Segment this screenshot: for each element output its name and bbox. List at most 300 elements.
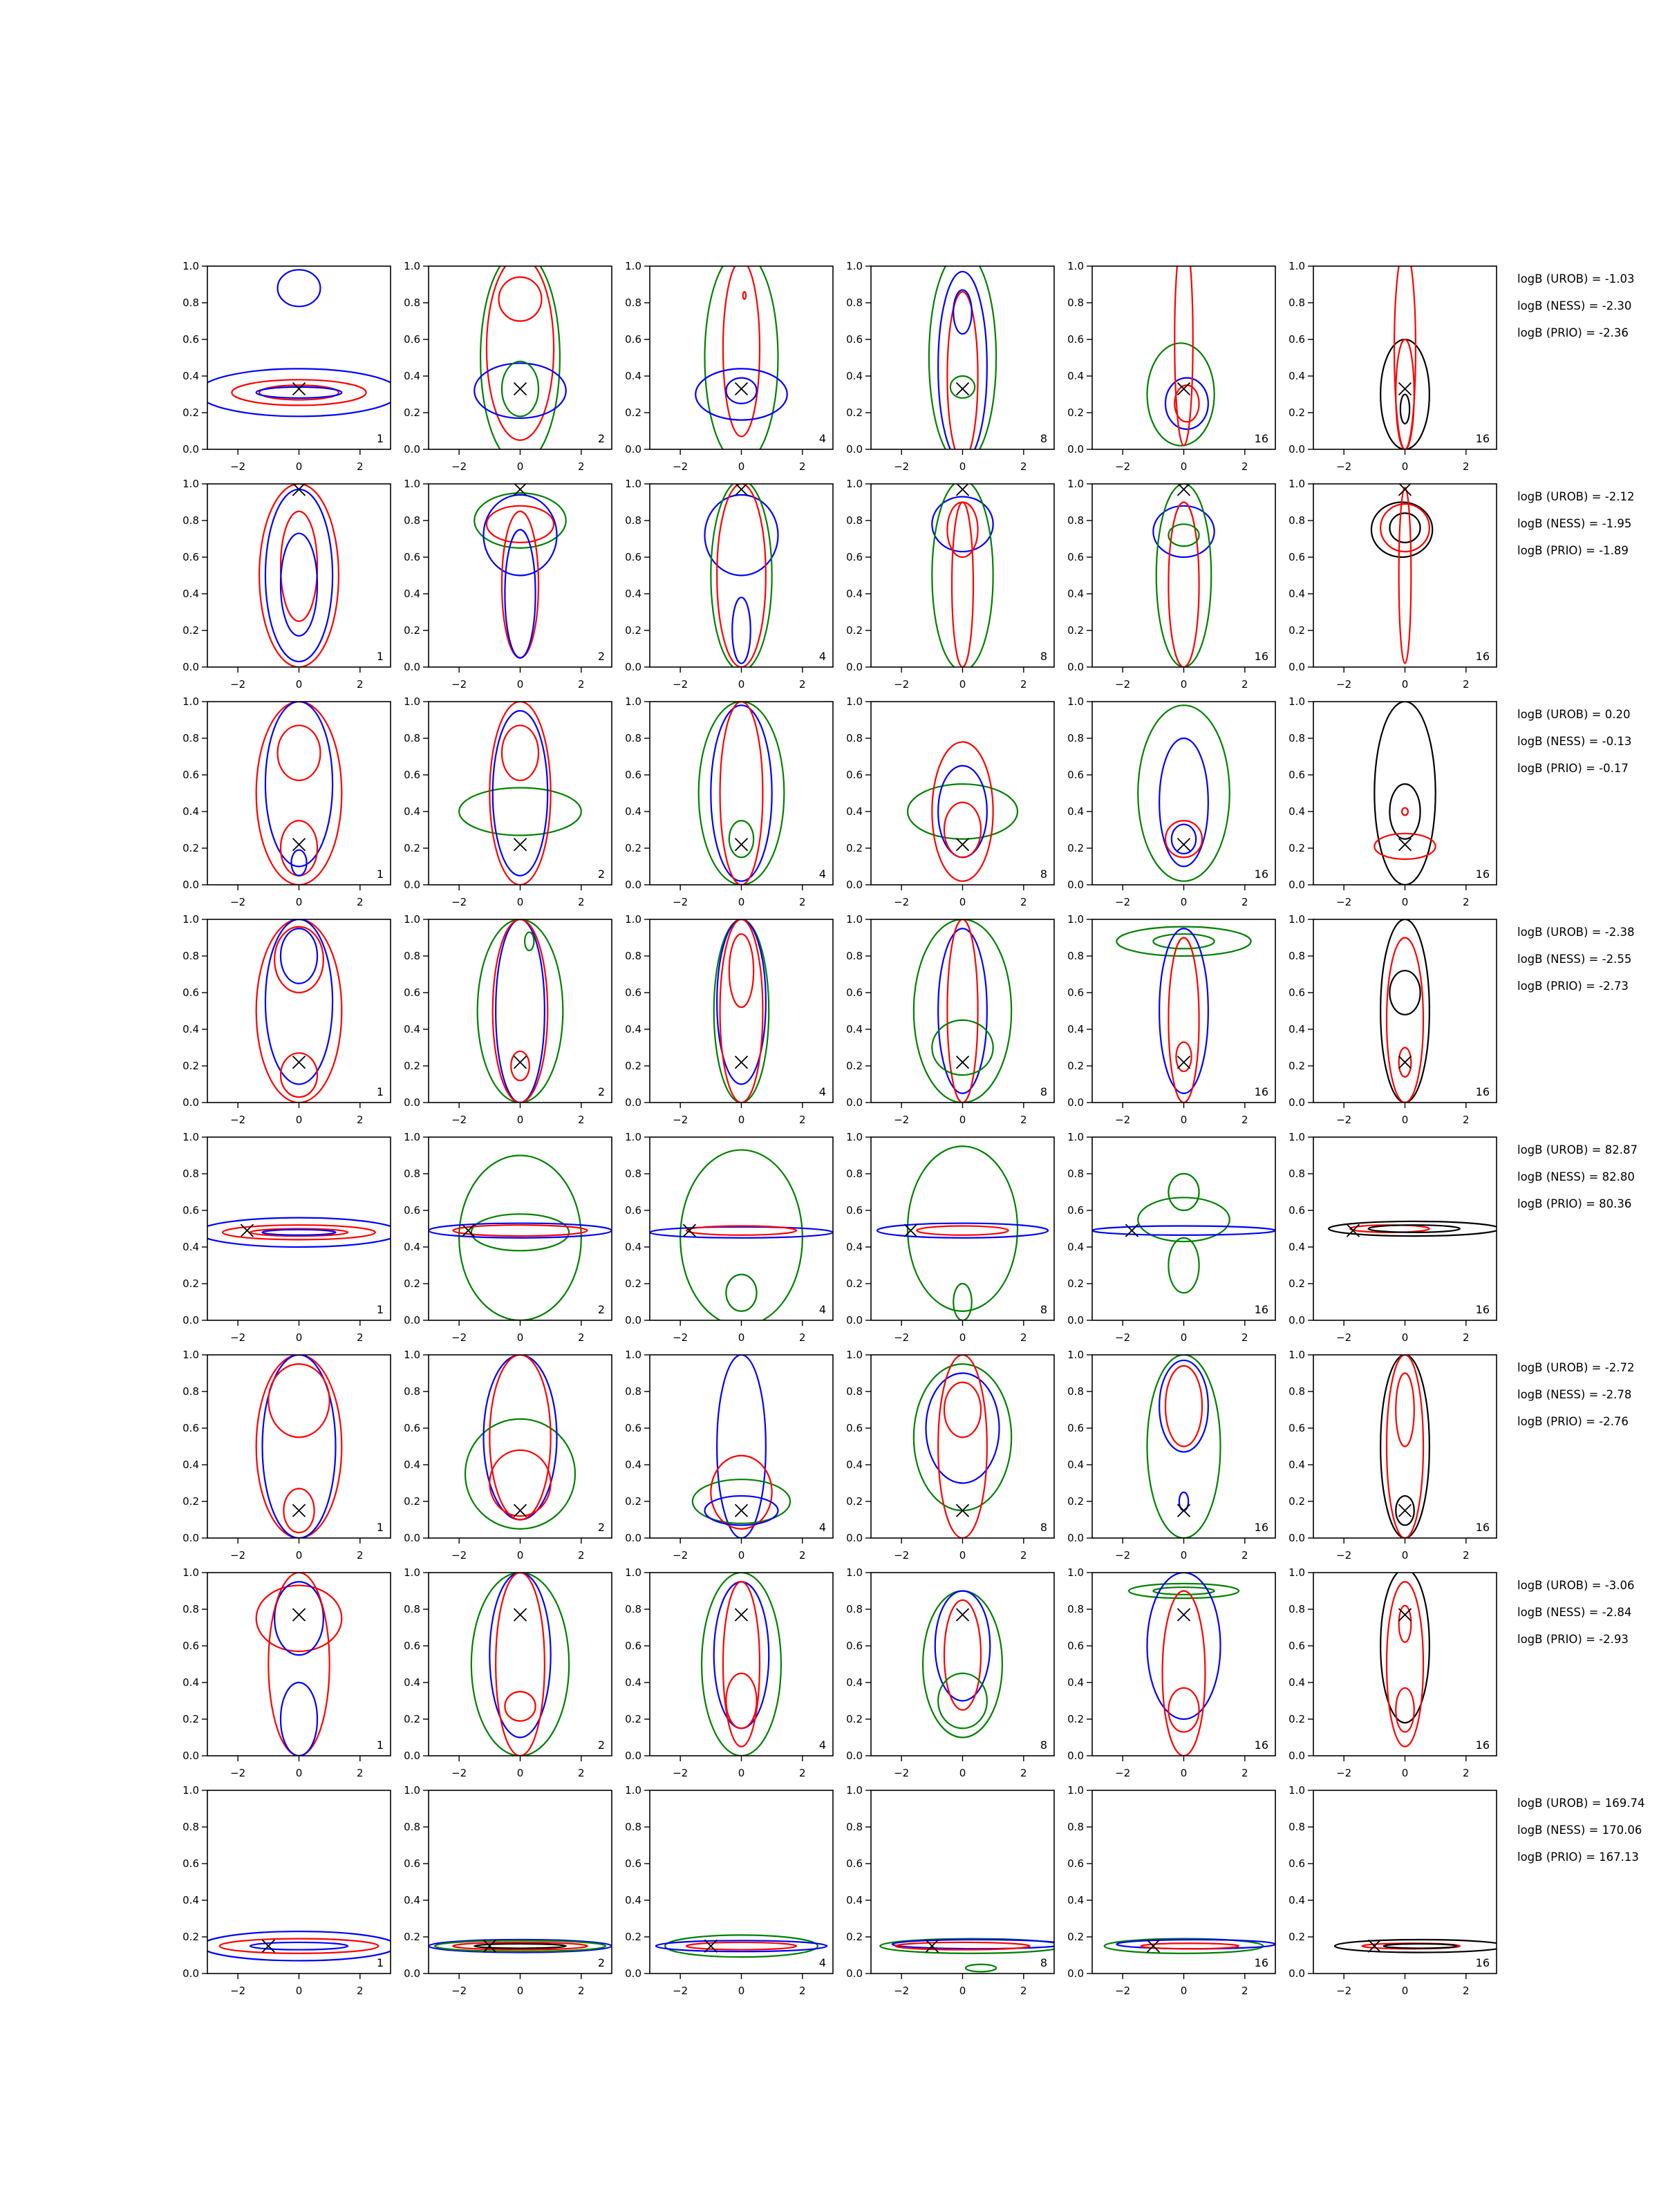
panel-label: 16	[1254, 1085, 1268, 1098]
contour-line	[1374, 702, 1435, 885]
y-tick-label: 0.4	[1067, 1676, 1084, 1689]
x-tick-label: 2	[799, 1767, 806, 1779]
y-tick-label: 0.6	[1067, 986, 1084, 999]
x-tick-label: −2	[230, 1985, 246, 1997]
y-tick-label: 0.2	[182, 1060, 199, 1072]
truth-marker	[926, 1940, 938, 1952]
y-tick-label: 1.0	[1288, 1784, 1305, 1797]
contour-line	[1400, 395, 1409, 424]
contour-line	[1396, 1688, 1414, 1732]
x-tick-label: −2	[1336, 896, 1352, 908]
x-tick-label: −2	[673, 678, 688, 691]
y-tick-label: 0.8	[625, 732, 641, 744]
subplot-panel	[182, 478, 391, 691]
panel-label: 8	[1040, 1956, 1047, 1969]
y-tick-label: 0.6	[1067, 1204, 1084, 1217]
x-tick-label: −2	[1336, 678, 1352, 691]
y-tick-label: 0.2	[1067, 406, 1084, 419]
contour-group	[1147, 233, 1215, 445]
subplot-panel	[1288, 248, 1497, 474]
y-tick-label: 0.0	[625, 879, 641, 891]
contour-line	[892, 1940, 1063, 1949]
truth-marker	[735, 483, 748, 496]
y-tick-label: 0.8	[1067, 514, 1084, 527]
panel-label: 16	[1254, 1956, 1268, 1969]
contour-line	[1402, 808, 1408, 816]
plot-frame	[1313, 484, 1497, 667]
panel-label: 1	[376, 1085, 384, 1098]
y-tick-label: 0.4	[404, 1894, 420, 1906]
subplot-panel	[625, 913, 833, 1126]
plot-frame	[1092, 1573, 1275, 1756]
y-tick-label: 1.0	[404, 913, 420, 926]
logb-annotation: logB (UROB) = 82.87	[1517, 1143, 1638, 1156]
x-tick-label: −2	[451, 1331, 467, 1344]
panel-label: 16	[1475, 1956, 1490, 1969]
x-tick-label: 0	[738, 1767, 745, 1779]
truth-marker	[514, 1609, 527, 1621]
x-tick-label: −2	[451, 1985, 467, 1997]
x-tick-label: −2	[673, 1549, 688, 1562]
x-tick-label: −2	[1336, 1331, 1352, 1344]
truth-marker	[262, 1940, 274, 1952]
subplot-panel	[182, 913, 391, 1126]
contour-line	[743, 292, 746, 299]
y-tick-label: 0.4	[846, 1459, 863, 1471]
contour-line	[732, 597, 751, 663]
y-tick-label: 1.0	[182, 1131, 199, 1143]
y-tick-label: 1.0	[404, 260, 420, 272]
plot-frame	[650, 266, 833, 449]
x-tick-label: 2	[1463, 460, 1470, 473]
plot-frame	[871, 266, 1054, 449]
subplot-panel	[182, 1131, 400, 1344]
truth-marker	[735, 1504, 748, 1517]
logb-annotation: logB (UROB) = 169.74	[1517, 1797, 1645, 1810]
contour-group	[465, 1355, 575, 1529]
panel-label: 16	[1254, 1303, 1268, 1316]
y-tick-label: 1.0	[1067, 1566, 1084, 1579]
y-tick-label: 0.2	[404, 1495, 420, 1508]
contour-line	[966, 1965, 996, 1972]
y-tick-label: 0.0	[1067, 1750, 1084, 1762]
y-tick-label: 0.0	[404, 879, 420, 891]
x-tick-label: −2	[1115, 896, 1131, 908]
x-tick-label: 0	[959, 1767, 966, 1779]
y-tick-label: 0.8	[182, 950, 199, 962]
contour-line	[429, 1940, 612, 1953]
contour-line	[729, 934, 753, 1007]
x-tick-label: 0	[1180, 1767, 1188, 1779]
x-tick-label: 2	[357, 1114, 364, 1126]
subplot-panel	[1067, 1131, 1275, 1344]
y-tick-label: 0.6	[1288, 333, 1305, 346]
y-tick-label: 0.8	[1067, 1385, 1084, 1398]
contour-line	[265, 702, 332, 867]
x-tick-label: 0	[1180, 1331, 1188, 1344]
subplot-panel	[1288, 1566, 1497, 1779]
subplot-panel	[1288, 1784, 1506, 1997]
panel-label: 1	[376, 1956, 384, 1969]
y-tick-label: 0.8	[625, 950, 641, 962]
contour-group	[699, 702, 785, 885]
panel-label: 16	[1254, 432, 1268, 445]
y-tick-label: 0.8	[1067, 950, 1084, 962]
contour-line	[459, 788, 581, 836]
contour-line	[908, 784, 1018, 839]
y-tick-label: 0.0	[846, 1096, 863, 1109]
x-tick-label: 2	[1241, 896, 1248, 908]
y-tick-label: 0.6	[182, 986, 199, 999]
x-tick-label: 2	[799, 1114, 806, 1126]
logb-annotation: logB (PRIO) = 167.13	[1517, 1850, 1639, 1864]
y-tick-label: 1.0	[846, 1566, 863, 1579]
y-tick-label: 0.2	[846, 1931, 863, 1943]
contour-line	[1159, 928, 1208, 1094]
panel-label: 4	[818, 650, 826, 663]
x-tick-label: 2	[799, 896, 806, 908]
contour-group	[932, 480, 993, 671]
y-tick-label: 0.6	[846, 986, 863, 999]
panel-label: 2	[597, 1521, 605, 1534]
y-tick-label: 1.0	[625, 260, 641, 272]
x-tick-label: 0	[738, 896, 745, 908]
x-tick-label: 0	[959, 678, 966, 691]
y-tick-label: 0.0	[1288, 879, 1305, 891]
y-tick-label: 0.4	[625, 1894, 641, 1906]
truth-marker	[293, 1504, 306, 1517]
y-tick-label: 0.2	[404, 406, 420, 419]
panel-label: 2	[597, 1738, 605, 1752]
x-tick-label: 2	[799, 1549, 806, 1562]
panel-label: 16	[1475, 1521, 1490, 1534]
contour-group	[201, 1931, 397, 1960]
y-tick-label: 1.0	[846, 1131, 863, 1143]
y-tick-label: 0.6	[404, 1640, 420, 1652]
contour-line	[1159, 1360, 1208, 1452]
y-tick-label: 0.8	[1288, 1385, 1305, 1398]
y-tick-label: 0.6	[1067, 1640, 1084, 1652]
y-tick-label: 0.0	[846, 1532, 863, 1544]
y-tick-label: 0.4	[846, 805, 863, 818]
y-tick-label: 0.0	[182, 1314, 199, 1327]
subplot-panel	[404, 695, 612, 908]
y-tick-label: 0.0	[182, 661, 199, 673]
x-tick-label: 2	[1463, 1549, 1470, 1562]
y-tick-label: 0.8	[625, 297, 641, 309]
x-tick-label: −2	[1336, 1114, 1352, 1126]
y-tick-label: 0.2	[625, 624, 641, 637]
y-tick-label: 0.0	[625, 1750, 641, 1762]
contour-group	[877, 1146, 1048, 1320]
contour-line	[1335, 1940, 1506, 1953]
y-tick-label: 1.0	[625, 1349, 641, 1361]
plot-frame	[1313, 919, 1497, 1103]
y-tick-label: 1.0	[1288, 913, 1305, 926]
subplot-panel	[625, 1131, 833, 1344]
x-tick-label: 2	[1463, 896, 1470, 908]
x-tick-label: 2	[799, 1985, 806, 1997]
truth-marker	[904, 1224, 917, 1237]
y-tick-label: 1.0	[1067, 1131, 1084, 1143]
contour-group	[1329, 1221, 1499, 1237]
truth-marker	[735, 383, 748, 395]
y-tick-label: 1.0	[182, 1349, 199, 1361]
logb-annotation: logB (PRIO) = -1.89	[1517, 544, 1629, 557]
panel-label: 2	[597, 1956, 605, 1969]
contour-group	[695, 252, 787, 464]
y-tick-label: 0.0	[404, 1532, 420, 1544]
contour-line	[511, 1051, 529, 1080]
truth-marker	[483, 1940, 496, 1952]
contour-line	[281, 821, 317, 876]
y-tick-label: 0.4	[846, 1676, 863, 1689]
y-tick-label: 1.0	[404, 1349, 420, 1361]
plot-frame	[871, 484, 1054, 667]
x-tick-label: 0	[738, 1331, 745, 1344]
contour-line	[291, 850, 306, 876]
x-tick-label: 0	[295, 1549, 303, 1562]
contour-group	[429, 1940, 612, 1953]
y-tick-label: 0.0	[1288, 1750, 1305, 1762]
x-tick-label: 2	[799, 1331, 806, 1344]
contour-line	[1163, 1591, 1206, 1756]
subplot-panel	[404, 1784, 612, 1997]
y-tick-label: 0.6	[625, 1422, 641, 1434]
y-tick-label: 0.8	[1288, 732, 1305, 744]
y-tick-label: 0.0	[182, 879, 199, 891]
contour-line	[220, 1939, 379, 1953]
y-tick-label: 1.0	[404, 695, 420, 708]
x-tick-label: 0	[738, 1549, 745, 1562]
y-tick-label: 0.6	[846, 1204, 863, 1217]
contour-group	[459, 702, 581, 885]
y-tick-label: 1.0	[846, 695, 863, 708]
contour-line	[256, 919, 342, 1103]
y-tick-label: 0.8	[1288, 514, 1305, 527]
y-tick-label: 0.6	[182, 769, 199, 781]
panel-label: 16	[1475, 432, 1490, 445]
y-tick-label: 0.2	[182, 1277, 199, 1290]
y-tick-label: 1.0	[1067, 913, 1084, 926]
x-tick-label: 0	[1401, 678, 1409, 691]
x-tick-label: 2	[1020, 1114, 1027, 1126]
panel-label: 16	[1475, 1303, 1490, 1316]
y-tick-label: 0.6	[846, 769, 863, 781]
contour-group	[1380, 919, 1430, 1103]
y-tick-label: 0.0	[846, 879, 863, 891]
y-tick-label: 0.8	[182, 1821, 199, 1833]
x-tick-label: 0	[295, 1985, 303, 1997]
y-tick-label: 0.0	[846, 661, 863, 673]
x-tick-label: −2	[1115, 460, 1131, 473]
logb-annotation: logB (PRIO) = -2.73	[1517, 980, 1629, 993]
truth-marker	[241, 1224, 253, 1237]
x-tick-label: −2	[673, 1985, 688, 1997]
y-tick-label: 0.0	[1067, 1532, 1084, 1544]
y-tick-label: 0.0	[1067, 879, 1084, 891]
subplot-panel	[625, 478, 833, 691]
plot-frame	[207, 702, 391, 885]
y-tick-label: 0.2	[846, 1277, 863, 1290]
y-tick-label: 0.8	[1288, 950, 1305, 962]
x-tick-label: −2	[451, 678, 467, 691]
subplot-panel	[1288, 1349, 1497, 1562]
y-tick-label: 0.6	[625, 1857, 641, 1870]
contour-line	[923, 1591, 1002, 1738]
y-tick-label: 0.2	[1067, 624, 1084, 637]
y-tick-label: 0.4	[625, 370, 641, 382]
contour-line	[1168, 1688, 1199, 1732]
x-tick-label: −2	[1115, 1767, 1131, 1779]
contour-line	[496, 919, 545, 1103]
contour-line	[505, 1691, 535, 1721]
y-tick-label: 1.0	[1067, 1349, 1084, 1361]
y-tick-label: 0.0	[1067, 1967, 1084, 1980]
contour-group	[908, 742, 1018, 881]
panel-label: 4	[818, 868, 826, 881]
y-tick-label: 0.4	[182, 1894, 199, 1906]
panel-label: 4	[818, 1085, 826, 1098]
truth-marker	[1399, 838, 1412, 851]
contour-line	[268, 1364, 329, 1437]
y-tick-label: 0.4	[404, 1023, 420, 1035]
logb-annotation: logB (NESS) = -2.55	[1517, 953, 1632, 966]
contour-line	[1172, 825, 1196, 854]
subplot-panel	[846, 478, 1054, 691]
y-tick-label: 1.0	[404, 1784, 420, 1797]
x-tick-label: 0	[516, 678, 524, 691]
y-tick-label: 0.6	[182, 1204, 199, 1217]
truth-marker	[293, 1609, 306, 1621]
panel-label: 8	[1040, 868, 1047, 881]
logb-annotation: logB (PRIO) = -2.36	[1517, 326, 1629, 339]
y-tick-label: 0.6	[1288, 1422, 1305, 1434]
logb-annotation: logB (PRIO) = -2.93	[1517, 1633, 1629, 1646]
contour-line	[686, 1942, 796, 1950]
y-tick-label: 0.2	[625, 1277, 641, 1290]
contour-line	[281, 1683, 317, 1756]
x-tick-label: 2	[357, 1767, 364, 1779]
y-tick-label: 0.8	[846, 1821, 863, 1833]
x-tick-label: 0	[959, 1985, 966, 1997]
y-tick-label: 0.8	[1288, 297, 1305, 309]
x-tick-label: −2	[894, 1985, 910, 1997]
x-tick-label: 0	[516, 1549, 524, 1562]
contour-group	[198, 270, 400, 416]
x-tick-label: 2	[1020, 1985, 1027, 1997]
y-tick-label: 0.8	[404, 950, 420, 962]
y-tick-label: 0.6	[846, 333, 863, 346]
x-tick-label: 0	[516, 1114, 524, 1126]
logb-annotation: logB (NESS) = 82.80	[1517, 1170, 1635, 1183]
subplot-panel	[1288, 695, 1497, 908]
panel-label: 8	[1040, 1303, 1047, 1316]
x-tick-label: −2	[894, 1331, 910, 1344]
contour-line	[714, 1582, 769, 1728]
contour-group	[705, 480, 778, 671]
y-tick-label: 0.4	[404, 1676, 420, 1689]
y-tick-label: 0.0	[1067, 661, 1084, 673]
y-tick-label: 0.2	[1067, 1495, 1084, 1508]
contour-line	[474, 493, 566, 548]
logb-annotation: logB (UROB) = -1.03	[1517, 272, 1635, 285]
panel-label: 16	[1475, 1738, 1490, 1752]
y-tick-label: 0.8	[404, 1385, 420, 1398]
contour-line	[1092, 1226, 1275, 1235]
y-tick-label: 0.2	[1067, 1931, 1084, 1943]
contour-group	[929, 252, 996, 464]
contour-group	[702, 1573, 781, 1756]
contour-group	[256, 702, 342, 885]
contour-line	[471, 1214, 569, 1250]
contour-line	[953, 1284, 972, 1320]
y-tick-label: 0.0	[625, 443, 641, 456]
y-tick-label: 0.2	[182, 1495, 199, 1508]
contour-line	[256, 702, 342, 885]
x-tick-label: −2	[894, 1767, 910, 1779]
plot-frame	[429, 1790, 612, 1974]
y-tick-label: 0.2	[182, 842, 199, 854]
contour-group	[1147, 1355, 1221, 1538]
contour-line	[1380, 919, 1430, 1103]
contour-line	[1156, 484, 1212, 667]
contour-line	[1387, 938, 1423, 1103]
y-tick-label: 0.6	[404, 986, 420, 999]
panel-label: 8	[1040, 432, 1047, 445]
contour-line	[929, 252, 996, 464]
y-tick-label: 0.6	[625, 1640, 641, 1652]
x-tick-label: 0	[295, 896, 303, 908]
truth-marker	[957, 483, 969, 496]
x-tick-label: 0	[738, 1114, 745, 1126]
logb-annotation: logB (UROB) = -2.72	[1517, 1361, 1635, 1374]
y-tick-label: 0.8	[1288, 1168, 1305, 1180]
x-tick-label: −2	[230, 678, 246, 691]
y-tick-label: 0.6	[1067, 1422, 1084, 1434]
subplot-panel	[625, 695, 833, 908]
x-tick-label: −2	[230, 1767, 246, 1779]
contour-line	[502, 512, 538, 658]
y-tick-label: 0.6	[1067, 1857, 1084, 1870]
x-tick-label: 2	[1020, 1549, 1027, 1562]
y-tick-label: 0.0	[404, 661, 420, 673]
plot-frame	[1092, 919, 1275, 1103]
y-tick-label: 1.0	[625, 1566, 641, 1579]
y-tick-label: 1.0	[846, 260, 863, 272]
y-tick-label: 1.0	[1288, 1349, 1305, 1361]
y-tick-label: 0.0	[1067, 1096, 1084, 1109]
contour-line	[720, 919, 763, 1103]
contour-line	[274, 1582, 324, 1655]
y-tick-label: 0.6	[1288, 769, 1305, 781]
panel-label: 1	[376, 868, 384, 881]
y-tick-label: 1.0	[404, 1566, 420, 1579]
contour-line	[1153, 934, 1214, 948]
subplot-panel	[625, 1784, 833, 1997]
y-tick-label: 0.8	[846, 732, 863, 744]
x-tick-label: −2	[451, 1549, 467, 1562]
y-tick-label: 1.0	[1288, 1566, 1305, 1579]
truth-marker	[957, 383, 969, 395]
x-tick-label: 2	[1020, 896, 1027, 908]
y-tick-label: 1.0	[625, 913, 641, 926]
contour-group	[471, 1573, 569, 1756]
y-tick-label: 0.0	[625, 1096, 641, 1109]
y-tick-label: 0.2	[1288, 1495, 1305, 1508]
x-tick-label: 0	[516, 460, 524, 473]
y-tick-label: 0.6	[625, 551, 641, 563]
